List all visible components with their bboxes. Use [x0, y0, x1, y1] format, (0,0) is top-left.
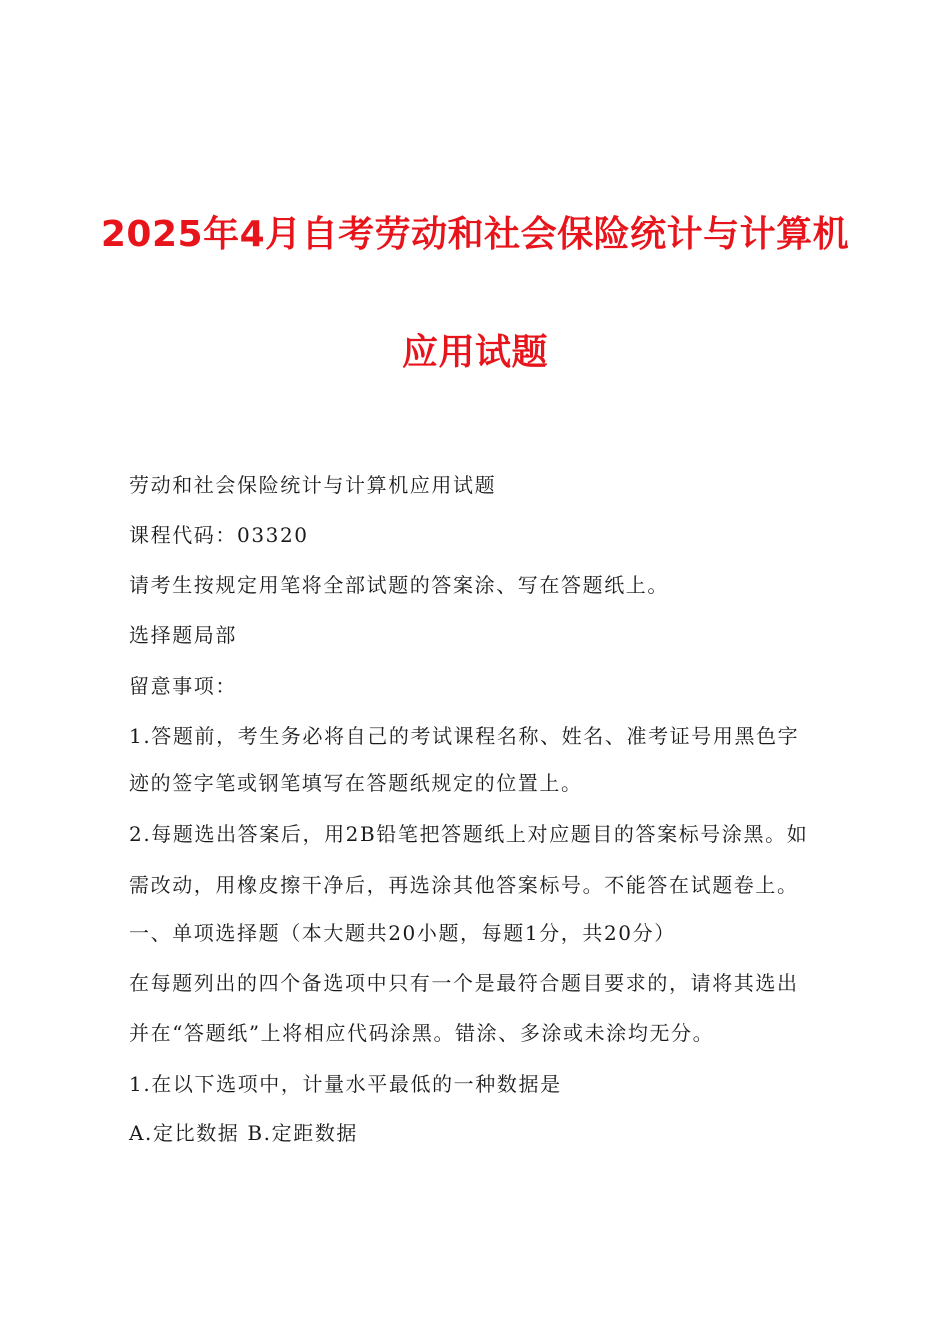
answer-instruction: 请考生按规定用笔将全部试题的答案涂、写在答题纸上。	[129, 573, 669, 597]
document-title-line-1: 2025年4月自考劳动和社会保险统计与计算机	[100, 214, 850, 255]
note-1-line-2: 迹的签字笔或钢笔填写在答题纸规定的位置上。	[129, 771, 583, 795]
note-2-line-2: 需改动，用橡皮擦干净后，再选涂其他答案标号。不能答在试题卷上。	[129, 873, 799, 897]
course-name: 劳动和社会保险统计与计算机应用试题	[129, 473, 497, 497]
note-1-line-1: 1.答题前，考生务必将自己的考试课程名称、姓名、准考证号用黑色字	[129, 724, 800, 748]
document-title-line-2: 应用试题	[401, 332, 548, 373]
section-heading: 一、单项选择题（本大题共20小题，每题1分，共20分）	[129, 921, 676, 945]
section-description-line-2: 并在“答题纸”上将相应代码涂黑。错涂、多涂或未涂均无分。	[129, 1021, 715, 1045]
question-1-text: 1.在以下选项中，计量水平最低的一种数据是	[129, 1072, 562, 1096]
course-code: 课程代码：03320	[129, 523, 309, 547]
notice-label: 留意事项：	[129, 674, 237, 698]
question-1-options: A.定比数据 B.定距数据	[129, 1121, 359, 1145]
section-description-line-1: 在每题列出的四个备选项中只有一个是最符合题目要求的，请将其选出	[129, 971, 799, 995]
part-label: 选择题局部	[129, 623, 237, 647]
note-2-line-1: 2.每题选出答案后，用2B铅笔把答题纸上对应题目的答案标号涂黑。如	[129, 822, 809, 846]
